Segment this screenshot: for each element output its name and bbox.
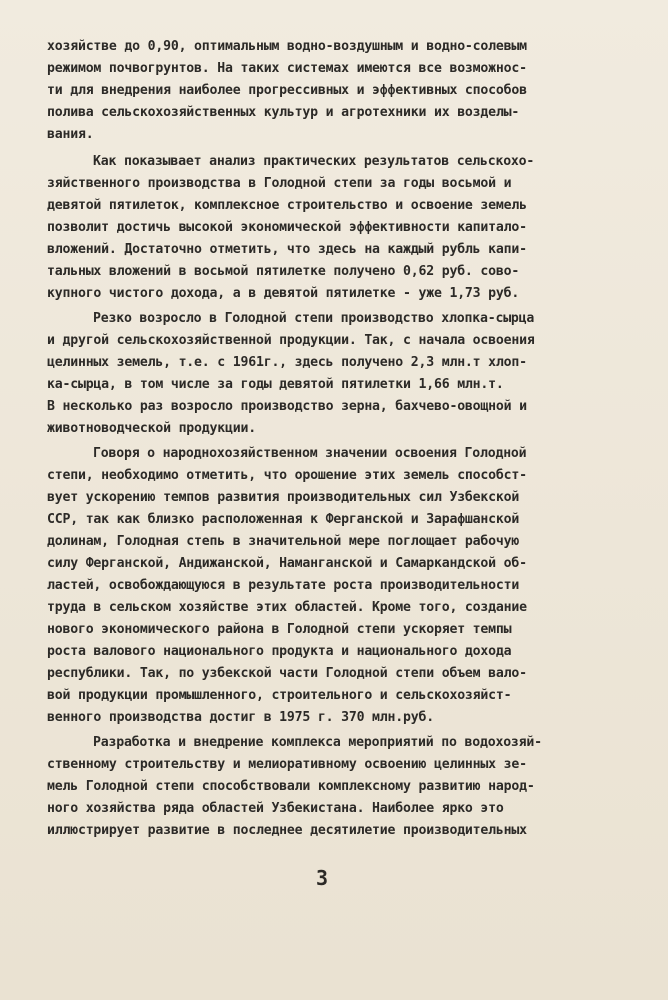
text-line: ного хозяйства ряда областей Узбекистана. Наиболее ярко это — [47, 801, 504, 816]
text-line: девятой пятилеток, комплексное строительство и освоение земель — [47, 198, 527, 213]
text-line: и другой сельскохозяйственной продукции. Так, с начала освоения — [47, 333, 535, 348]
text-line: мель Голодной степи способствовали комплексному развитию народ- — [47, 779, 535, 794]
text-line: зяйственного производства в Голодной степи за годы восьмой и — [47, 176, 512, 191]
text-line: степи, необходимо отметить, что орошение этих земель способст- — [47, 468, 527, 483]
text-line: Говоря о народнохозяйственном значении освоения Голодной — [93, 446, 527, 461]
text-line: долинам, Голодная степь в значительной мере поглощает рабочую — [47, 534, 520, 549]
text-line: позволит достичь высокой экономической эффективности капитало- — [47, 220, 527, 235]
text-line: вует ускорению темпов развития производительных сил Узбекской — [47, 490, 520, 505]
text-line: республики. Так, по узбекской части Голодной степи объем вало- — [47, 666, 527, 681]
text-line: животноводческой продукции. — [47, 421, 256, 436]
text-line: полива сельскохозяйственных культур и агротехники их возделы- — [47, 105, 520, 120]
text-line: ССР, так как близко расположенная к Ферганской и Зарафшанской — [47, 512, 520, 527]
text-line: Разработка и внедрение комплекса мероприятий по водохозяй- — [93, 735, 542, 750]
text-line: Как показывает анализ практических результатов сельскохо- — [93, 154, 535, 169]
text-line: купного чистого дохода, а в девятой пятилетке - уже 1,73 руб. — [47, 286, 520, 301]
page-number: 3 — [316, 866, 329, 890]
text-line: вложений. Достаточно отметить, что здесь на каждый рубль капи- — [47, 242, 527, 257]
text-line: хозяйстве до 0,90, оптимальным водно-воздушным и водно-солевым — [47, 39, 527, 54]
text-line: ти для внедрения наиболее прогрессивных и эффективных способов — [47, 83, 527, 98]
text-line: венного производства достиг в 1975 г. 370 млн.руб. — [47, 710, 434, 725]
text-line: нового экономического района в Голодной степи ускоряет темпы — [47, 622, 512, 637]
text-line: ка-сырца, в том числе за годы девятой пятилетки 1,66 млн.т. — [47, 377, 504, 392]
text-line: Резко возросло в Голодной степи производство хлопка-сырца — [93, 311, 535, 326]
text-line: ственному строительству и мелиоративному освоению целинных зе- — [47, 757, 527, 772]
text-line: труда в сельском хозяйстве этих областей. Кроме того, создание — [47, 600, 527, 615]
text-line: В несколько раз возросло производство зерна, бахчево-овощной и — [47, 399, 527, 414]
text-line: роста валового национального продукта и национального дохода — [47, 644, 512, 659]
text-line: режимом почвогрунтов. На таких системах имеются все возможнос- — [47, 61, 527, 76]
text-line: иллюстрирует развитие в последнее десятилетие производительных — [47, 823, 527, 838]
text-line: ластей, освобождающуюся в результате роста производительности — [47, 578, 520, 593]
text-line: силу Ферганской, Андижанской, Наманганской и Самаркандской об- — [47, 556, 527, 571]
text-line: вания. — [47, 127, 94, 142]
text-line: вой продукции промышленного, строительного и сельскохозяйст- — [47, 688, 512, 703]
text-line: целинных земель, т.е. с 1961г., здесь получено 2,3 млн.т хлоп- — [47, 355, 527, 370]
text-line: тальных вложений в восьмой пятилетке получено 0,62 руб. сово- — [47, 264, 520, 279]
